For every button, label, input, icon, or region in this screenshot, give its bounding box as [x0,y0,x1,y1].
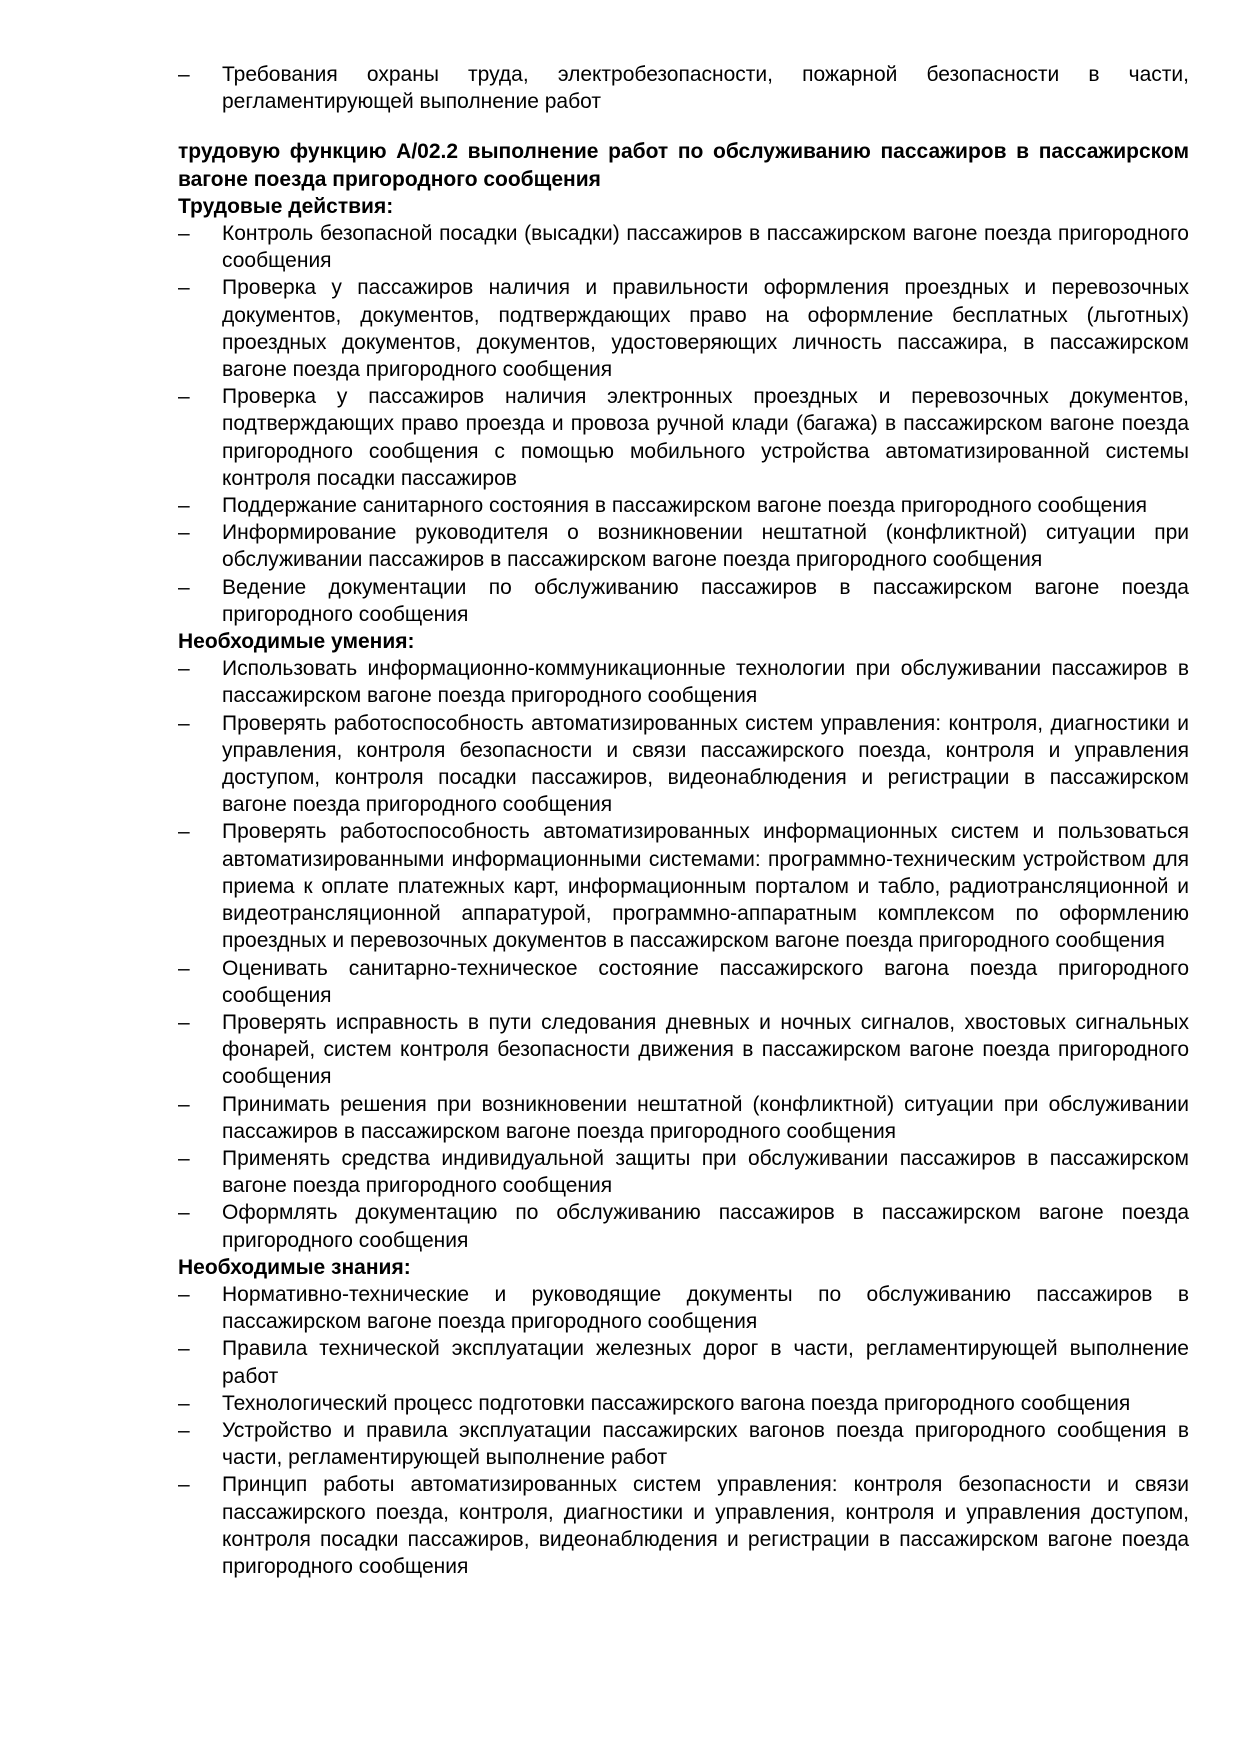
list-item [178,383,1189,492]
list-item [178,1091,1189,1145]
section-skills [178,628,1189,1254]
dash-bullet: – [178,1201,190,1225]
list-item-text: Нормативно-технические и руководящие документы по обслуживанию пассажиров в пассажирском вагоне поезда пригородного сообщения [222,1282,1189,1334]
dash-bullet: – [178,1092,190,1116]
dash-bullet: – [178,1391,190,1415]
dash-bullet: – [178,1146,190,1170]
list-item [178,955,1189,1009]
list-item-text: Технологический процесс подготовки пассажирского вагона поезда пригородного сообщения [222,1391,1131,1415]
list-item-text: Устройство и правила эксплуатации пассажирских вагонов поезда пригородного сообщения в части, регламентирующей выполнение работ [222,1418,1189,1470]
list-item-text: Использовать информационно-коммуникационные технологии при обслуживании пассажиров в пассажирском вагоне поезда пригородного сообщения [222,657,1189,708]
document-page [178,61,1189,1580]
list-item [178,492,1189,519]
dash-bullet: – [178,222,190,246]
list-item-text: Проверять исправность в пути следования дневных и ночных сигналов, хвостовых сигнальных фонарей, систем контроля безопасности движения в пассажирском вагоне поезда пригородного сообщения [222,1010,1189,1089]
list-item [178,1009,1189,1091]
dash-bullet: – [178,575,190,599]
list-item-text: Требования охраны труда, электробезопасности, пожарной безопасности в части, регламентирующей выполнение работ [222,63,1189,114]
list-item [178,1145,1189,1199]
list-item-text: Поддержание санитарного состояния в пассажирском вагоне поезда пригородного сообщения [222,494,1148,518]
list-item [178,655,1189,709]
actions-list [178,220,1189,628]
list-item-text: Принимать решения при возникновении нештатной (конфликтной) ситуации при обслуживании пассажиров в пассажирском вагоне поезда пригородного сообщения [222,1092,1189,1143]
list-item [178,710,1189,819]
dash-bullet: – [178,63,190,86]
list-item-text: Проверка у пассажиров наличия и правильности оформления проездных и перевозочных документов, документов, подтверждающих право на оформление бесплатных (льготных) проездных документов, документов, удостоверяющих личность пассажира, в пассажирском вагоне поезда пригородного сообщения [222,276,1189,382]
section-knowledge [178,1254,1189,1580]
list-item-text: Оценивать санитарно-техническое состояние пассажирского вагона поезда пригородного сообщения [222,956,1189,1007]
list-item-text: Применять средства индивидуальной защиты при обслуживании пассажиров в пассажирском вагоне поезда пригородного сообщения [222,1146,1189,1198]
function-title: трудовую функцию А/02.2 выполнение работ по обслуживанию пассажиров в пассажирском вагоне поезда пригородного сообщения [178,140,1189,191]
list-item [178,1335,1189,1389]
list-item [178,818,1189,954]
dash-bullet: – [178,711,190,735]
dash-bullet: – [178,276,190,300]
list-item [178,519,1189,573]
list-item [178,1199,1189,1253]
list-item-text: Оформлять документацию по обслуживанию пассажиров в пассажирском вагоне поезда пригородного сообщения [222,1201,1189,1252]
dash-bullet: – [178,1418,190,1442]
dash-bullet: – [178,385,190,409]
list-item-text: Информирование руководителя о возникновении нештатной (конфликтной) ситуации при обслуживании пассажиров в пассажирском вагоне поезда пригородного сообщения [222,521,1189,572]
dash-bullet: – [178,1282,190,1306]
list-item-text: Контроль безопасной посадки (высадки) пассажиров в пассажирском вагоне поезда пригородного сообщения [222,222,1189,273]
section-heading: Необходимые умения: [178,630,415,654]
list-item-text: Правила технической эксплуатации железных дорог в части, регламентирующей выполнение работ [222,1337,1189,1388]
skills-list [178,655,1189,1253]
list-item-text: Принцип работы автоматизированных систем управления: контроля безопасности и связи пассажирского поезда, контроля, диагностики и управления, контроля и управления доступом, контроля посадки пассажиров, видеонаблюдения и регистрации в пассажирском вагоне поезда пригородного сообщения [222,1473,1189,1578]
dash-bullet: – [178,956,190,980]
list-item-text: Проверка у пассажиров наличия электронных проездных и перевозочных документов, подтверждающих право проезда и провоза ручной клади (багажа) в пассажирском вагоне поезда пригородного сообщения с помощью мобильного устройства автоматизированной системы контроля посадки пассажиров [222,385,1189,490]
list-item [178,1471,1189,1580]
dash-bullet: – [178,521,190,545]
section-heading: Трудовые действия: [178,194,394,218]
dash-bullet: – [178,1337,190,1361]
dash-bullet: – [178,820,190,844]
section-actions [178,193,1189,628]
list-item [178,61,1189,115]
list-item-text: Проверять работоспособность автоматизированных информационных систем и пользоваться автоматизированными информационными системами: программно-техническим устройством для приема к оплате платежных карт, информационным порталом и табло, радиотрансляционной и видеотрансляционной аппаратурой, программно-аппаратным комплексом по оформлению проездных и перевозочных документов в пассажирском вагоне поезда пригородного сообщения [222,820,1189,953]
list-item [178,574,1189,628]
list-item [178,1390,1189,1417]
list-item [178,1281,1189,1335]
dash-bullet: – [178,1473,190,1497]
section-heading: Необходимые знания: [178,1255,411,1279]
dash-bullet: – [178,657,190,681]
knowledge-list [178,1281,1189,1580]
intro-list [178,61,1189,115]
dash-bullet: – [178,1010,190,1034]
list-item [178,274,1189,383]
list-item [178,220,1189,274]
list-item-text: Проверять работоспособность автоматизированных систем управления: контроля, диагностики и управления, контроля безопасности и связи пассажирского поезда, контроля и управления доступом, контроля посадки пассажиров, видеонаблюдения и регистрации в пассажирском вагоне поезда пригородного сообщения [222,711,1189,817]
dash-bullet: – [178,494,190,518]
list-item-text: Ведение документации по обслуживанию пассажиров в пассажирском вагоне поезда пригородного сообщения [222,575,1189,626]
list-item [178,1417,1189,1471]
